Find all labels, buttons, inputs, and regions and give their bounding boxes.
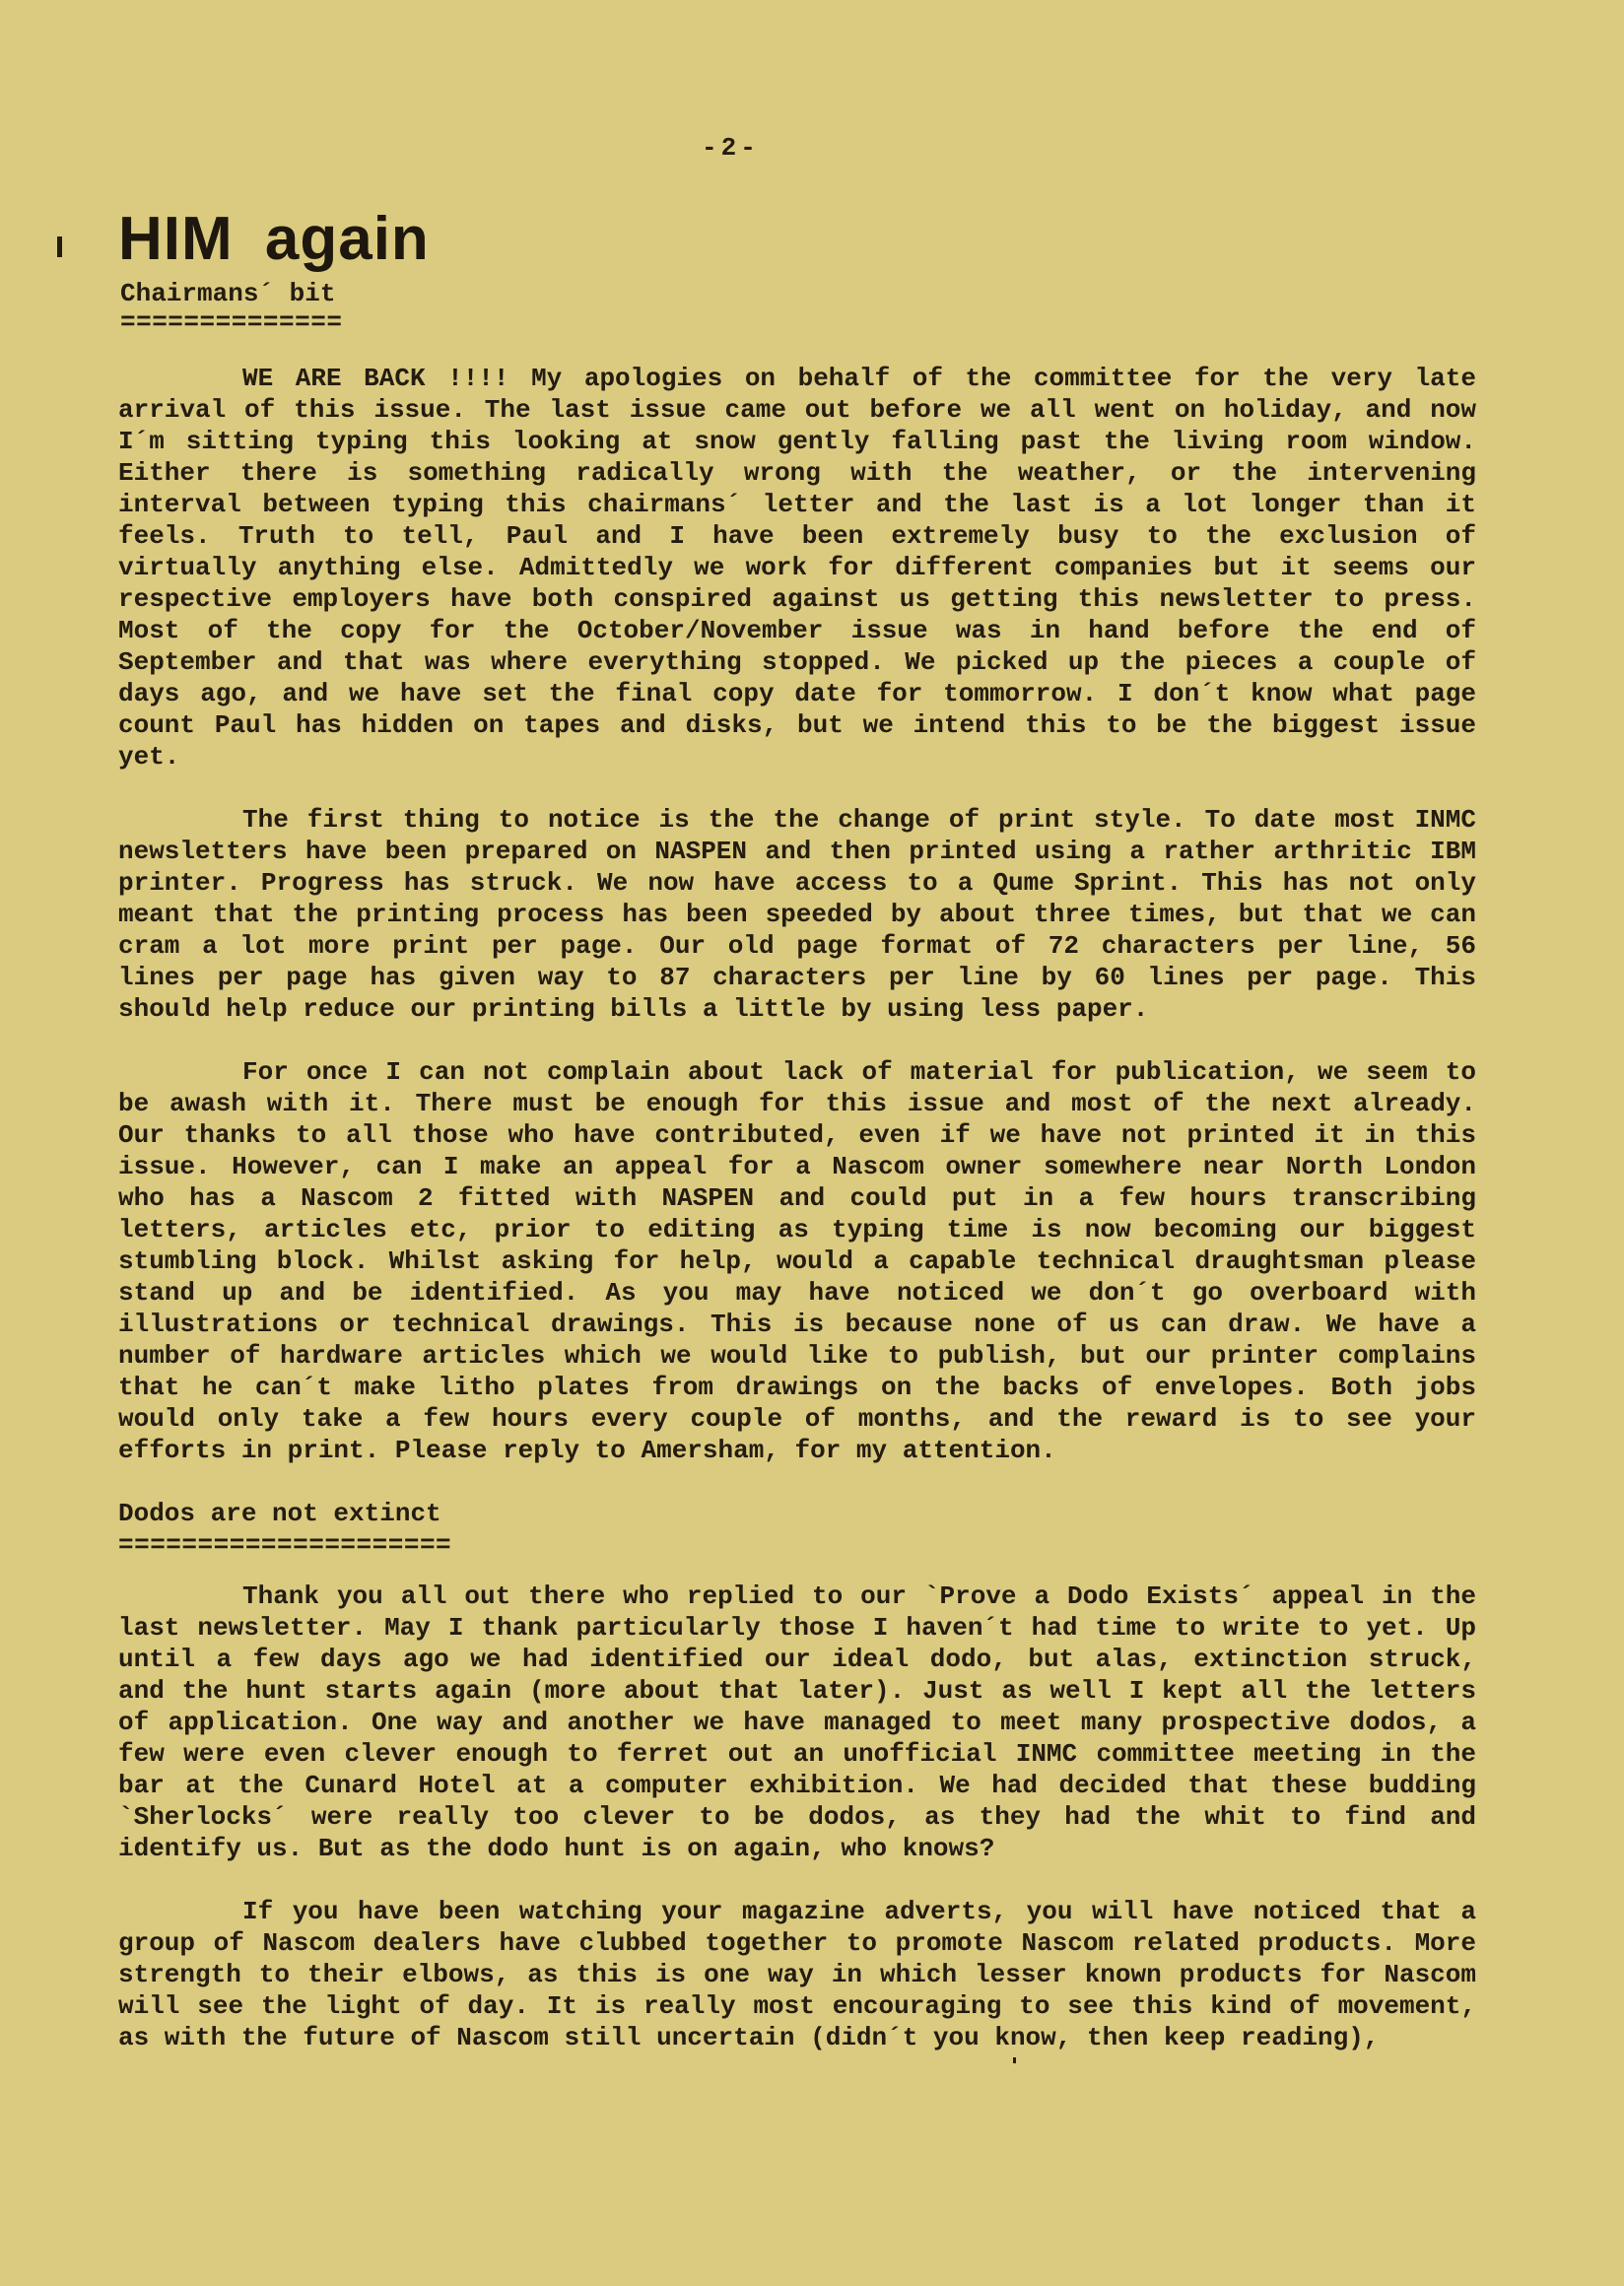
text-line: identify us. But as the dodo hunt is on again, who knows?: [118, 1834, 995, 1863]
text-line: stand up and be identified. As you may have noticed we don´t go overboard with: [118, 1278, 1476, 1308]
text-line: I´m sitting typing this looking at snow gently falling past the living room window.: [118, 427, 1476, 456]
text-line: meant that the printing process has been speeded by about three times, but that we can: [118, 900, 1476, 929]
text-line: of application. One way and another we have managed to meet many prospective dodos, a: [118, 1708, 1476, 1737]
text-line: newsletters have been prepared on NASPEN and then printed using a rather arthritic IBM: [118, 837, 1476, 866]
text-line: Our thanks to all those who have contributed, even if we have not printed it in this: [118, 1120, 1476, 1150]
text-line: number of hardware articles which we would like to publish, but our printer complains: [118, 1341, 1476, 1371]
text-line: be awash with it. There must be enough for this issue and most of the next already.: [118, 1089, 1476, 1118]
text-line: respective employers have both conspired against us getting this newsletter to press.: [118, 584, 1476, 614]
text-line: as with the future of Nascom still uncertain (didn´t you know, then keep reading),: [118, 2023, 1380, 2052]
paragraph: [118, 1896, 1476, 2053]
text-line: strength to their elbows, as this is one way in which lesser known products for Nascom: [118, 1960, 1476, 1989]
document-body: [118, 363, 1476, 2085]
heading-underline: =====================: [118, 1530, 452, 1560]
text-line: who has a Nascom 2 fitted with NASPEN and could put in a few hours transcribing: [118, 1183, 1476, 1213]
text-line: yet.: [118, 742, 180, 772]
subtitle-underline: ==============: [120, 307, 343, 337]
text-line: The first thing to notice is the the change of print style. To date most INMC: [242, 805, 1476, 835]
text-line: If you have been watching your magazine adverts, you will have noticed that a: [242, 1897, 1476, 1926]
text-line: Thank you all out there who replied to our `Prove a Dodo Exists´ appeal in the: [242, 1581, 1476, 1611]
text-line: printer. Progress has struck. We now have access to a Qume Sprint. This has not only: [118, 868, 1476, 898]
text-line: days ago, and we have set the final copy date for tommorrow. I don´t know what page: [118, 679, 1476, 708]
text-line: group of Nascom dealers have clubbed together to promote Nascom related products. More: [118, 1928, 1476, 1958]
text-line: few were even clever enough to ferret out an unofficial INMC committee meeting in the: [118, 1739, 1476, 1769]
text-line: and the hunt starts again (more about that later). Just as well I kept all the letters: [118, 1676, 1476, 1706]
text-line: cram a lot more print per page. Our old page format of 72 characters per line, 56: [118, 931, 1476, 961]
text-line: Most of the copy for the October/November issue was in hand before the end of: [118, 616, 1476, 645]
text-line: `Sherlocks´ were really too clever to be dodos, as they had the whit to find and: [118, 1802, 1476, 1832]
text-line: that he can´t make litho plates from drawings on the backs of envelopes. Both jobs: [118, 1373, 1476, 1402]
text-line: Either there is something radically wrong with the weather, or the intervening: [118, 458, 1476, 488]
paragraph: [118, 363, 1476, 773]
text-line: lines per page has given way to 87 characters per line by 60 lines per page. This: [118, 963, 1476, 992]
section-subtitle: Chairmans´ bit: [120, 279, 336, 308]
paragraph: [118, 804, 1476, 1025]
text-line: last newsletter. May I thank particularly those I haven´t had time to write to yet. Up: [118, 1613, 1476, 1643]
text-line: letters, articles etc, prior to editing as typing time is now becoming our biggest: [118, 1215, 1476, 1244]
text-line: would only take a few hours every couple of months, and the reward is to see your: [118, 1404, 1476, 1434]
text-line: should help reduce our printing bills a little by using less paper.: [118, 994, 1149, 1024]
text-line: bar at the Cunard Hotel at a computer exhibition. We had decided that these budding: [118, 1771, 1476, 1800]
text-line: September and that was where everything stopped. We picked up the pieces a couple of: [118, 647, 1476, 677]
scan-artifact: [57, 236, 62, 257]
text-line: feels. Truth to tell, Paul and I have been extremely busy to the exclusion of: [118, 521, 1476, 551]
text-line: stumbling block. Whilst asking for help, would a capable technical draughtsman please: [118, 1246, 1476, 1276]
text-line: issue. However, can I make an appeal for a Nascom owner somewhere near North London: [118, 1152, 1476, 1181]
text-line: illustrations or technical drawings. This is because none of us can draw. We have a: [118, 1310, 1476, 1339]
scan-artifact: [1013, 2057, 1016, 2063]
text-line: For once I can not complain about lack of material for publication, we seem to: [242, 1057, 1476, 1087]
section-heading: Dodos are not extinct: [118, 1499, 441, 1528]
paragraph: [118, 1056, 1476, 1466]
page-title: HIM again: [118, 205, 430, 273]
text-line: WE ARE BACK !!!! My apologies on behalf of the committee for the very late: [242, 364, 1476, 393]
text-line: virtually anything else. Admittedly we work for different companies but it seems our: [118, 553, 1476, 582]
text-line: until a few days ago we had identified our ideal dodo, but alas, extinction struck,: [118, 1645, 1476, 1674]
text-line: interval between typing this chairmans´ letter and the last is a lot longer than it: [118, 490, 1476, 519]
paragraph: [118, 1580, 1476, 1864]
page-number: -2-: [702, 133, 760, 163]
text-line: count Paul has hidden on tapes and disks, but we intend this to be the biggest issue: [118, 710, 1476, 740]
text-line: arrival of this issue. The last issue came out before we all went on holiday, and now: [118, 395, 1476, 425]
text-line: efforts in print. Please reply to Amersham, for my attention.: [118, 1436, 1056, 1465]
text-line: will see the light of day. It is really most encouraging to see this kind of movement,: [118, 1991, 1476, 2021]
